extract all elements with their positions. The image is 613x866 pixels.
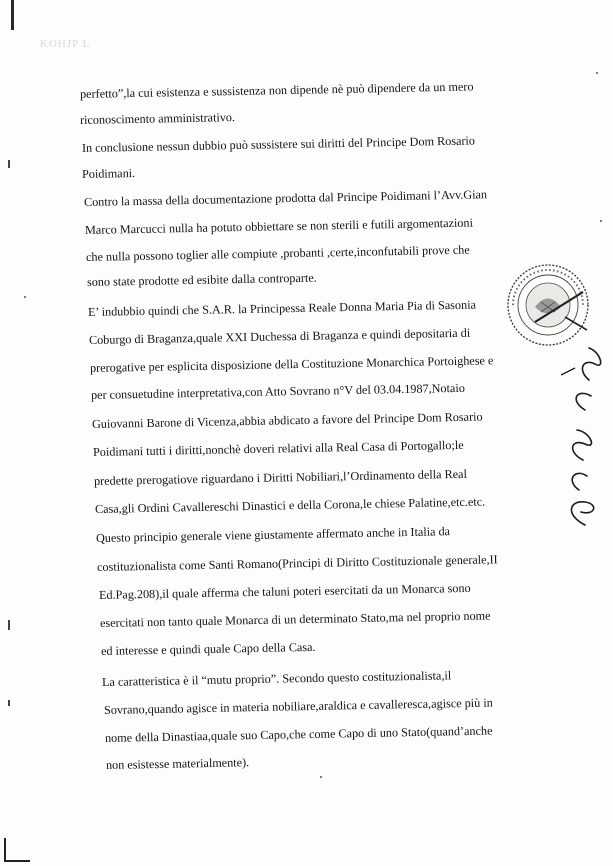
page-edge-mark: [11, 0, 14, 30]
text-line: In conclusione nessun dubbio può sussistere sui diritti del Principe Dom Rosario: [81, 133, 476, 155]
text-line: che nulla possono toglier alle compiute ,probanti ,certe,inconfutabili prove che: [85, 242, 470, 264]
scan-speck: [24, 296, 26, 298]
text-line: Poidimani tutti i diritti,nonchè doveri relativi alla Real Casa di Portogallo;le: [92, 437, 464, 459]
text-line: Sovrano,quando agisce in materia nobiliare,araldica e cavalleresca,agisce più in: [103, 695, 493, 717]
scan-speck: [596, 72, 598, 74]
text-line: Ed.Pag.208),il quale afferma che taluni poteri esercitati da un Monarca sono: [98, 580, 471, 602]
text-line: sono state prodotte ed esibite dalla controparte.: [86, 270, 317, 289]
text-line: ed interesse e quindi quale Capo della Casa.: [100, 639, 316, 658]
scan-speck: [600, 220, 602, 222]
text-line: esercitati non tanto quale Monarca di un determinato Stato,ma nel proprio nome: [99, 608, 491, 630]
text-line: Casa,gli Ordini Cavallereschi Dinastici e della Corona,le chiese Palatine,etc.etc.: [94, 494, 486, 516]
margin-mark: [8, 160, 10, 168]
text-line: perfetto”,la cui esistenza e sussistenza non dipende nè può dipendere da un mero: [79, 79, 474, 101]
notary-seal-icon: [505, 262, 591, 348]
text-line: La caratteristica è il “mutu proprio”. Secondo questo costituzionalista,il: [101, 668, 452, 689]
handwritten-signature-icon: [555, 340, 613, 530]
text-line: Marco Marcucci nulla ha potuto obbiettare se non sterili e futili argomentazioni: [84, 215, 474, 237]
text-line: Contro la massa della documentazione prodotta dal Principe Poidimani l’Avv.Gian: [83, 187, 488, 209]
text-line: Poidimani.: [81, 165, 136, 181]
scan-speck: [320, 776, 322, 778]
text-line: non esistesse materialmente).: [105, 755, 250, 772]
faint-header-text: KOHJP L: [40, 38, 91, 50]
text-line: riconoscimento amministrativo.: [79, 110, 236, 127]
margin-mark: [8, 700, 10, 706]
page-corner-mark: [4, 838, 30, 862]
text-line: predette prerogatiove riguardano i Diritti Nobiliari,l’Ordinamento della Real: [93, 466, 468, 488]
text-line: Questo principio generale viene giustamente affermato anche in Italia da: [95, 524, 451, 545]
text-line: prerogative per esplicita disposizione della Costituzione Monarchica Portoighese e: [89, 353, 494, 375]
text-line: Coburgo di Braganza,quale XXI Duchessa di Braganza e quindi depositaria di: [88, 325, 471, 347]
text-line: per consuetudine interpretativa,con Atto Sovrano n°V del 03.04.1987,Notaio: [90, 380, 465, 402]
text-line: costituzionalista come Santi Romano(Principi di Diritto Costituzionale generale,II: [96, 552, 498, 574]
text-line: E’ indubbio quindi che S.A.R. la Principessa Reale Donna Maria Pia di Sasonia: [87, 297, 477, 319]
margin-mark: [8, 620, 10, 630]
text-line: nome della Dinastiaa,quale suo Capo,che come Capo di uno Stato(quand’anche: [104, 723, 493, 745]
text-line: Guiovanni Barone di Vicenza,abbia abdicato a favore del Principe Dom Rosario: [91, 409, 483, 431]
